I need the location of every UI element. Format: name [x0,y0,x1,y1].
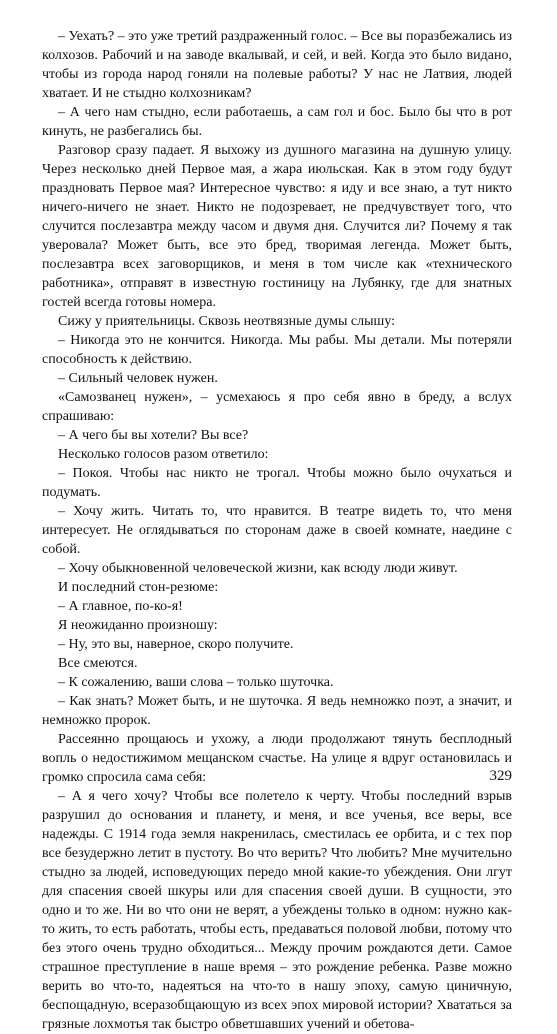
paragraph-11: – Хочу жить. Читать то, что нравится. В театре видеть то, что меня интересует. Не оглядываться по сторонам даже в своей комнате, наедине с собой. [42,504,512,557]
paragraph-8: – А чего бы вы хотели? Вы все? [58,428,249,443]
paragraph-21: – А я чего хочу? Чтобы все полетело к черту. Чтобы последний взрыв разрушил до основания и планету, и меня, и все ученья, все веры, все надежды. С 1914 года земля накренилась, сместилась ее орбита, и с тех пор все безудержно летит в пустоту. Во что верить? Что любить? Мне мучительно стыдно за людей, исповедующих передо мной какие-то убеждения. Они лгут для спасения своей шкуры или для спасения своей души. В сущности, это одно и то же. Ни во что они не верят, а убеждены только в одном: нужно как-то жить, то есть работать, чтобы есть, предаваться половой любви, потому что без этого очень трудно обходиться... Между прочим рождаются дети. Самое страшное преступление в наше время – это рождение ребенка. Разве можно верить во что-то, надеяться на что-то в нашу эпоху, самую циничную, беспощадную, всеразобщающую из всех эпох мировой истории? Хвататься за грязные лохмотья так быстро обветшавших учений и обетова- [42,789,512,1032]
paragraph-9: Несколько голосов разом ответило: [58,447,269,462]
paragraph-5: – Никогда это не кончится. Никогда. Мы рабы. Мы детали. Мы потеряли способность к действию. [42,333,512,367]
paragraph-4: Сижу у приятельницы. Сквозь неотвязные думы слышу: [58,314,396,329]
paragraph-6: – Сильный человек нужен. [58,371,218,386]
paragraph-13: И последний стон-резюме: [58,580,219,595]
paragraph-16: – Ну, это вы, наверное, скоро получите. [58,637,294,652]
paragraph-15: Я неожиданно произношу: [58,618,218,633]
paragraph-12: – Хочу обыкновенной человеческой жизни, как всюду люди живут. [58,561,458,576]
paragraph-3: Разговор сразу падает. Я выхожу из душного магазина на душную улицу. Через несколько дней Первое мая, а жара июльская. Как в этом году будут праздновать Первое мая? Интересное чувство: я иду и все знаю, а тут никто ничего-ничего не знает. Никто не подозревает, не предчувствует того, что случится послезавтра между часом и двумя дня. Случится ли? Почему я так уверовала? Может быть, все это бред, творимая легенда. Может быть, послезавтра всех заговорщиков, и меня в том числе как «технического работника», отправят в известную гостиницу на Лубянку, где для знатных гостей всегда готовы номера. [42,143,512,310]
page-number: 329 [489,768,512,784]
paragraph-20: Рассеянно прощаюсь и ухожу, а люди продолжают тянуть бесплодный вопль о недостижимом мещанском счастье. На улице я вдруг остановилась и громко спросила сама себя: [42,732,512,785]
paragraph-1: – Уехать? – это уже третий раздраженный голос. – Все вы поразбежались из колхозов. Рабочий и на заводе вкалывай, и сей, и вей. Когда это было видано, чтобы из города народ гоняли на полевые работы? У нас не Латвия, людей хватает. И не стыдно колхозникам? [42,29,512,101]
paragraph-10: – Покоя. Чтобы нас никто не трогал. Чтобы можно было очухаться и подумать. [42,466,512,500]
paragraph-7: «Самозванец нужен», – усмехаюсь я про себя явно в бреду, а вслух спрашиваю: [42,390,512,424]
paragraph-14: – А главное, по-ко-я! [58,599,183,614]
paragraph-19: – Как знать? Может быть, и не шуточка. Я ведь немножко поэт, а значит, и немножко пророк. [42,694,512,728]
book-page-text [42,27,512,1034]
paragraph-18: – К сожалению, ваши слова – только шуточка. [58,675,334,690]
paragraph-2: – А чего нам стыдно, если работаешь, а сам гол и бос. Было бы что в рот кинуть, не разбегались бы. [42,105,512,139]
paragraph-17: Все смеются. [58,656,138,671]
